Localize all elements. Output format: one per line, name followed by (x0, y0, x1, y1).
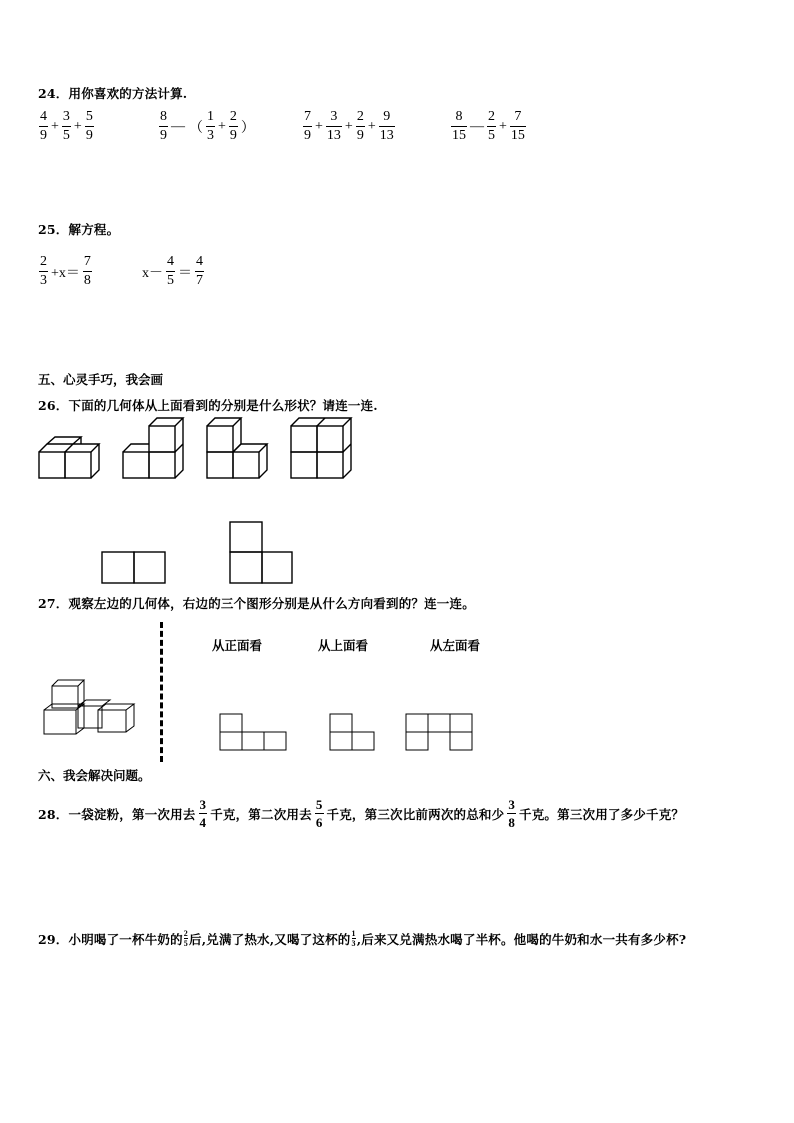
fraction: $\frac{2}{9}$ (229, 109, 237, 143)
q28-text: 28．一袋淀粉，第一次用去 $\frac{3}{4}$ 千克，第二次用去 $\frac{5}{6}$ 千克，第三次比前两次的总和少 $\frac{3}{8}$ 千克。第三次用了多少千克？ (38, 797, 685, 830)
label-left-view: 从左面看 (430, 638, 481, 653)
fraction: $\frac{3}{8}$ (508, 797, 516, 830)
q24-expr-3: $\frac{7}{9}$ + $\frac{3}{13}$ + $\frac{2}{9}$ + $\frac{9}{13}$ (304, 109, 394, 143)
q25-equation-2: x－ $\frac{4}{5}$ ＝ $\frac{4}{7}$ (142, 254, 203, 288)
dashed-divider (160, 622, 163, 762)
fraction: $\frac{3}{4}$ (199, 797, 207, 830)
fraction: $\frac{5}{6}$ (315, 797, 323, 830)
solid-2 (123, 418, 183, 478)
fraction: $\frac{2}{3}$ (40, 254, 47, 288)
fraction: $\frac{3}{13}$ (326, 109, 341, 143)
fraction: $\frac{4}{9}$ (40, 109, 47, 143)
top-view-shape-1 (102, 552, 165, 583)
fraction: $\frac{9}{13}$ (379, 109, 394, 143)
fraction: $\frac{7}{8}$ (83, 254, 91, 288)
q29-text: 29．小明喝了一杯牛奶的 $\frac{2}{5}$ 后,兑满了热水,又喝了这杯的 $\frac{1}{3}$ ,后来又兑满热水喝了半杯。他喝的牛奶和水一共有多少杯? (38, 929, 687, 948)
fraction: $\frac{2}{5}$ (488, 109, 495, 143)
q24-title: 24．用你喜欢的方法计算. (38, 86, 188, 101)
fraction: $\frac{1}{3}$ (207, 109, 214, 143)
fraction: $\frac{3}{5}$ (62, 109, 70, 143)
view-shape-1 (220, 714, 286, 750)
fraction: $\frac{7}{15}$ (510, 109, 525, 143)
solid-3 (207, 418, 267, 478)
solid-4 (291, 418, 351, 478)
fraction: $\frac{8}{15}$ (452, 109, 466, 143)
fraction: $\frac{2}{9}$ (356, 109, 364, 143)
fraction: $\frac{4}{5}$ (167, 254, 174, 288)
q26-title: 26．下面的几何体从上面看到的分别是什么形状？请连一连. (38, 398, 378, 413)
fraction: $\frac{4}{7}$ (196, 254, 203, 288)
label-top-view: 从上面看 (318, 638, 369, 653)
fraction: $\frac{5}{9}$ (85, 109, 93, 143)
q25-equation-1: $\frac{2}{3}$ +x＝ $\frac{7}{8}$ (40, 254, 91, 288)
label-front-view: 从正面看 (212, 638, 263, 653)
view-shape-3 (406, 714, 472, 750)
fraction: $\frac{1}{3}$ (351, 929, 356, 948)
q27-solid (44, 680, 134, 734)
q27-title: 27．观察左边的几何体，右边的三个图形分别是从什么方向看到的？连一连。 (38, 596, 475, 611)
fraction: $\frac{7}{9}$ (304, 109, 311, 143)
solid-1 (39, 437, 99, 478)
q24-expr-4: $\frac{8}{15}$ — $\frac{2}{5}$ + $\frac{7}{15}$ (452, 109, 525, 143)
q24-expr-1: $\frac{4}{9}$ + $\frac{3}{5}$ + $\frac{5}{9}$ (40, 109, 93, 143)
q24-expr-2: $\frac{8}{9}$ — （ $\frac{1}{3}$ + $\frac{2}{9}$ ） (160, 109, 255, 143)
top-view-shape-2 (230, 522, 292, 583)
section-5-heading: 五、心灵手巧，我会画 (38, 372, 164, 387)
q25-title: 25．解方程。 (38, 222, 120, 237)
view-shape-2 (330, 714, 374, 750)
fraction: $\frac{8}{9}$ (160, 109, 167, 143)
section-6-heading: 六、我会解决问题。 (38, 768, 151, 783)
fraction: $\frac{2}{5}$ (183, 929, 188, 948)
